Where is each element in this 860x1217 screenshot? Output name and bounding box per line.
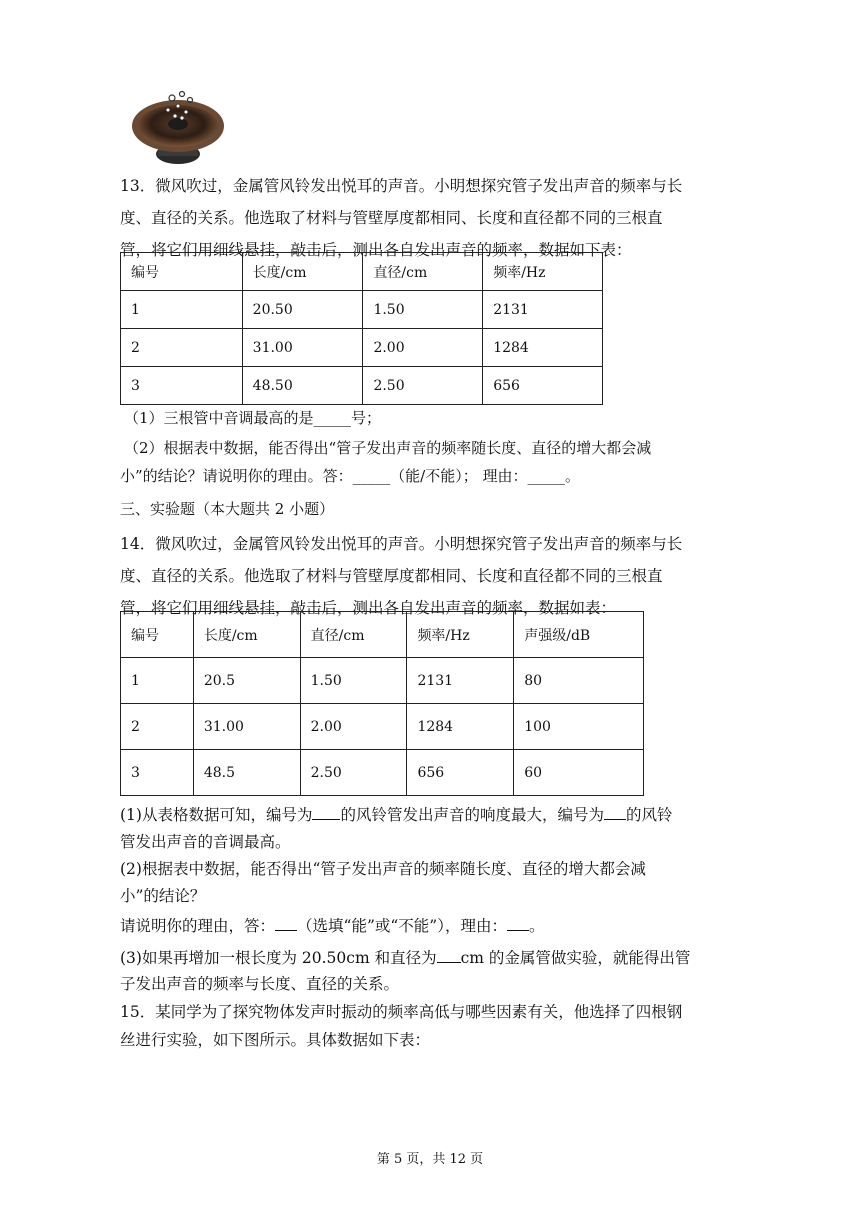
table-header-cell: 频率/Hz: [407, 612, 514, 658]
q14-line-2: 度、直径的关系。他选取了材料与管壁厚度都相同、长度和直径都不同的三根直: [120, 567, 663, 585]
q14-line-1: 14．微风吹过，金属管风铃发出悦耳的声音。小明想探究管子发出声音的频率与长: [120, 535, 683, 553]
q14-sub3-text-b: cm 的金属管做实验，就能得出管: [460, 949, 691, 967]
answer-blank[interactable]: [604, 801, 626, 820]
answer-blank[interactable]: [437, 944, 461, 963]
table-cell: 656: [483, 367, 603, 405]
table-cell: 3: [121, 750, 194, 796]
page-footer: 第 5 页，共 12 页: [376, 1152, 484, 1167]
table-cell: 2.00: [363, 329, 483, 367]
answer-blank[interactable]: [312, 801, 340, 820]
table-cell: 20.5: [193, 658, 300, 704]
q13-sub1: （1）三根管中音调最高的是_____号；: [124, 409, 382, 427]
table-header-cell: 长度/cm: [193, 612, 300, 658]
table-cell: 48.5: [193, 750, 300, 796]
q15-line-2: 丝进行实验，如下图所示。具体数据如下表：: [120, 1031, 431, 1049]
table-row: [121, 704, 644, 750]
table-cell: 80: [514, 658, 644, 704]
table-cell: 31.00: [193, 704, 300, 750]
q14-sub2-line-1: (2)根据表中数据，能否得出“管子发出声音的频率随长度、直径的增大都会减: [120, 860, 646, 878]
table-cell: 2.00: [300, 704, 407, 750]
table-header-row: [121, 612, 644, 658]
q14-sub3-line-2: 子发出声音的频率与长度、直径的关系。: [120, 975, 400, 993]
q13-line-1: 13．微风吹过，金属管风铃发出悦耳的声音。小明想探究管子发出声音的频率与长: [120, 177, 683, 195]
table-row: [121, 329, 603, 367]
table-header-cell: 编号: [121, 253, 243, 291]
q14-sub1-text-c: 的风铃: [625, 806, 673, 824]
table-cell: 31.00: [242, 329, 363, 367]
table-header-cell: 直径/cm: [300, 612, 407, 658]
q14-sub2-line-3: [120, 910, 740, 942]
table-cell: 2131: [407, 658, 514, 704]
table-cell: 2: [121, 704, 194, 750]
table-header-row: [121, 253, 603, 291]
table-cell: 1.50: [363, 291, 483, 329]
q13-line-2: 度、直径的关系。他选取了材料与管壁厚度都相同、长度和直径都不同的三根直: [120, 209, 663, 227]
table-cell: 2: [121, 329, 243, 367]
q14-sub3-text-a: (3)如果再增加一根长度为 20.50cm 和直径为: [120, 949, 437, 967]
table-cell: 60: [514, 750, 644, 796]
answer-blank[interactable]: [275, 912, 297, 931]
table-cell: 2131: [483, 291, 603, 329]
table-cell: 100: [514, 704, 644, 750]
table-header-cell: 声强级/dB: [514, 612, 644, 658]
table-cell: 1: [121, 291, 243, 329]
table-cell: 656: [407, 750, 514, 796]
q15-line-1: 15．某同学为了探究物体发声时振动的频率高低与哪些因素有关，他选择了四根钢: [120, 1003, 683, 1021]
table-cell: 2.50: [300, 750, 407, 796]
speaker-image: [130, 88, 226, 168]
q13-line-3: 管，将它们用细线悬挂，敲击后，测出各自发出声音的频率，数据如下表：: [120, 241, 632, 259]
table-header-cell: 频率/Hz: [483, 253, 603, 291]
q14-table: [120, 611, 644, 796]
table-header-cell: 直径/cm: [363, 253, 483, 291]
table-row: [121, 291, 603, 329]
table-row: [121, 658, 644, 704]
table-header-cell: 长度/cm: [242, 253, 363, 291]
table-row: [121, 367, 603, 405]
section-heading: 三、实验题（本大题共 2 小题）: [120, 500, 335, 518]
table-cell: 48.50: [242, 367, 363, 405]
q14-sub1-text-a: (1)从表格数据可知，编号为: [120, 806, 313, 824]
table-header-cell: 编号: [121, 612, 194, 658]
table-cell: 1284: [407, 704, 514, 750]
answer-blank[interactable]: [507, 912, 529, 931]
table-cell: 3: [121, 367, 243, 405]
q13-table: [120, 252, 603, 405]
q14-sub2-text-c: 。: [528, 917, 545, 935]
q14-sub2-line-2: 小”的结论？: [120, 887, 206, 905]
q14-line-3: 管，将它们用细线悬挂，敲击后，测出各自发出声音的频率，数据如表：: [120, 599, 617, 617]
q14-sub2-text-b: （选填“能”或“不能”），理由：: [297, 917, 507, 935]
q14-sub1-text-b: 的风铃管发出声音的响度最大，编号为: [340, 806, 604, 824]
table-cell: 2.50: [363, 367, 483, 405]
table-row: [121, 750, 644, 796]
q14-sub1-line-2: 管发出声音的音调最高。: [120, 833, 291, 851]
q13-sub2-line-2: 小”的结论？请说明你的理由。答：_____（能/不能）； 理由：_____。: [120, 467, 580, 485]
q14-sub2-text-a: 请说明你的理由，答：: [120, 917, 276, 935]
table-cell: 1.50: [300, 658, 407, 704]
table-cell: 1284: [483, 329, 603, 367]
table-cell: 1: [121, 658, 194, 704]
table-cell: 20.50: [242, 291, 363, 329]
q13-sub2-line-1: （2）根据表中数据，能否得出“管子发出声音的频率随长度、直径的增大都会减: [124, 439, 652, 457]
